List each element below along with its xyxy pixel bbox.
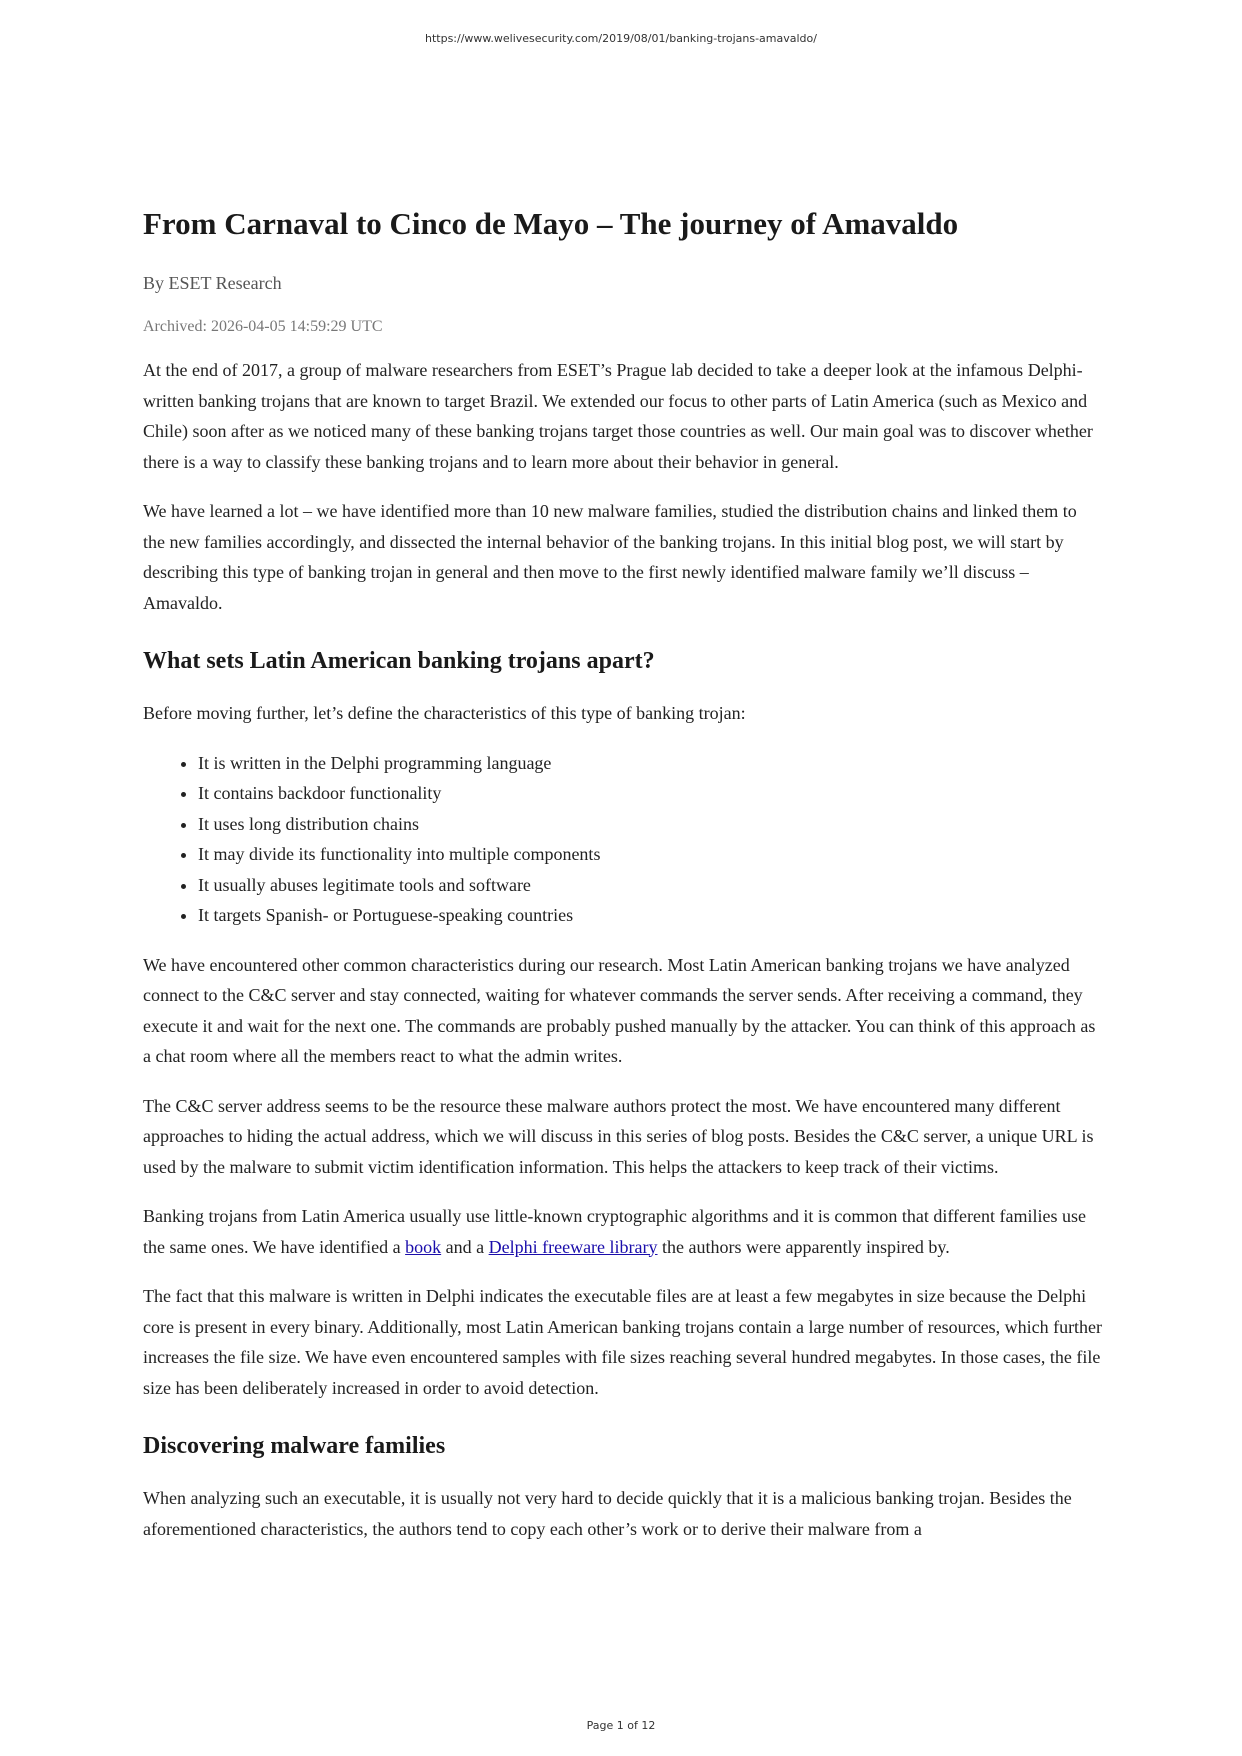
crypto-text-after: the authors were apparently inspired by.	[657, 1236, 950, 1257]
section-heading-discovering-families: Discovering malware families	[143, 1433, 446, 1459]
page-number-footer: Page 1 of 12	[586, 1719, 656, 1732]
list-item: • It is written in the Delphi programming language	[198, 748, 1103, 779]
article	[143, 205, 1103, 1563]
list-item: • It uses long distribution chains	[198, 809, 1103, 840]
discovering-paragraph: When analyzing such an executable, it is usually not very hard to decide quickly that it is a malicious banking trojan. Besides the aforementioned characteristics, the authors tend to copy each other’s work or to derive their malware from a	[143, 1488, 1072, 1539]
list-item: • It usually abuses legitimate tools and software	[198, 870, 1103, 901]
list-item: • It may divide its functionality into multiple components	[198, 839, 1103, 870]
archived-timestamp: Archived: 2026-04-05 14:59:29 UTC	[143, 318, 383, 335]
crypto-paragraph	[143, 1201, 1103, 1262]
crypto-text-middle: and a	[441, 1236, 489, 1257]
cc-behavior-paragraph: We have encountered other common characteristics during our research. Most Latin American banking trojans we have analyzed connect to the C&C server and stay connected, waiting for whatever commands the server sends. After receiving a command, they execute it and wait for the next one. The commands are probably pushed manually by the attacker. You can think of this approach as a chat room where all the members react to what the admin writes.	[143, 954, 1096, 1066]
byline: By ESET Research	[143, 273, 282, 293]
intro-paragraph-2: We have learned a lot – we have identified more than 10 new malware families, studied the distribution chains and linked them to the new families accordingly, and dissected the internal behavior of the banking trojans. In this initial blog post, we will start by describing this type of banking trojan in general and then move to the first newly identified malware family we’ll discuss – Amavaldo.	[143, 501, 1077, 613]
cc-address-paragraph: The C&C server address seems to be the resource these malware authors protect the most. We have encountered many different approaches to hiding the actual address, which we will discuss in this series of blog posts. Besides the C&C server, a unique URL is used by the malware to submit victim identification information. This helps the attackers to keep track of their victims.	[143, 1095, 1094, 1177]
book-link[interactable]: book	[405, 1236, 442, 1257]
list-item: • It contains backdoor functionality	[198, 778, 1103, 809]
file-size-paragraph: The fact that this malware is written in Delphi indicates the executable files are at least a few megabytes in size because the Delphi core is present in every binary. Additionally, most Latin American banking trojans contain a large number of resources, which further increases the file size. We have even encountered samples with file sizes reaching several hundred megabytes. In those cases, the file size has been deliberately increased in order to avoid detection.	[143, 1286, 1103, 1398]
article-title: From Carnaval to Cinco de Mayo – The journey of Amavaldo	[143, 206, 959, 241]
intro-paragraph-1: At the end of 2017, a group of malware researchers from ESET’s Prague lab decided to take a deeper look at the infamous Delphi-written banking trojans that are known to target Brazil. We extended our focus to other parts of Latin America (such as Mexico and Chile) soon after as we noticed many of these banking trojans target those countries as well. Our main goal was to discover whether there is a way to classify these banking trojans and to learn more about their behavior in general.	[143, 360, 1093, 472]
characteristics-list	[143, 748, 1103, 931]
crypto-text-before: Banking trojans from Latin America usually use little-known cryptographic algorithms and it is common that different families use the same ones. We have identified a	[143, 1206, 1086, 1257]
page-url-header: https://www.welivesecurity.com/2019/08/01/banking-trojans-amavaldo/	[425, 32, 817, 45]
section-heading-latam-trojans: What sets Latin American banking trojans apart?	[143, 648, 655, 674]
characteristics-lead: Before moving further, let’s define the characteristics of this type of banking trojan:	[143, 703, 746, 723]
delphi-library-link[interactable]: Delphi freeware library	[488, 1236, 658, 1257]
list-item: • It targets Spanish- or Portuguese-speaking countries	[198, 900, 1103, 931]
